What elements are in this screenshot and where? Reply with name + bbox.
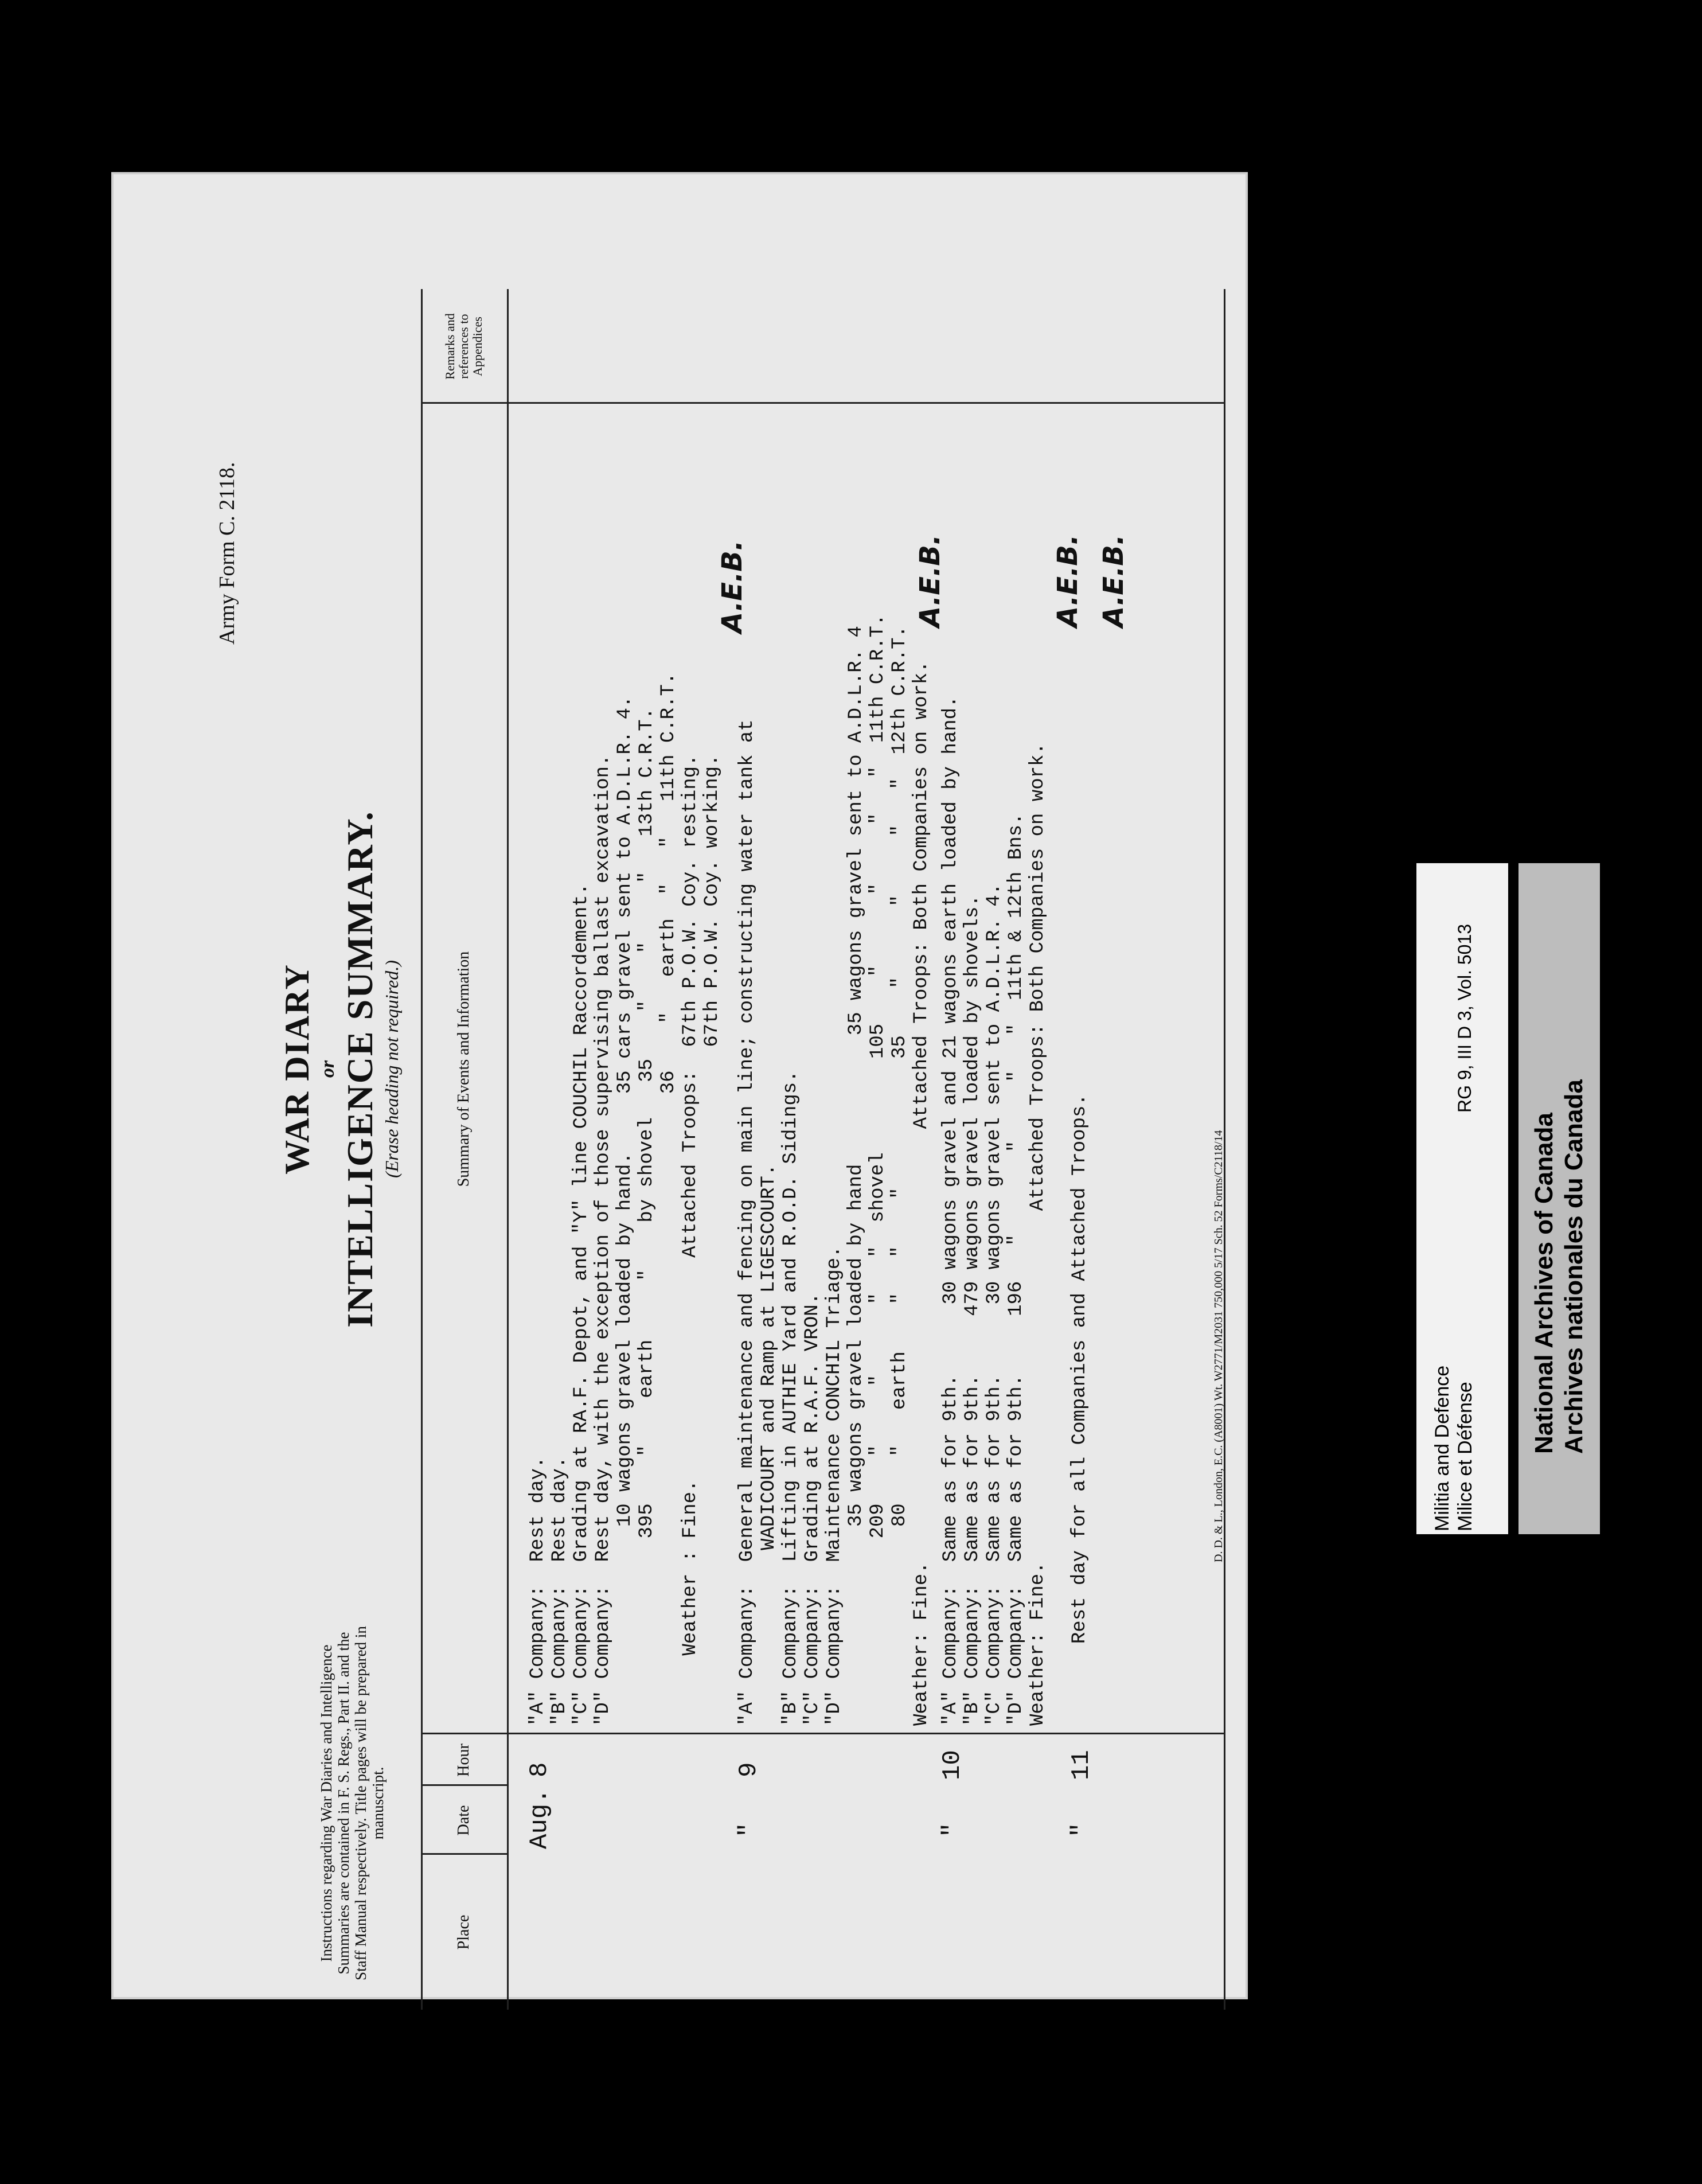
summary-line: 67th P.O.W. Coy. working.: [701, 754, 723, 1726]
entry-9-summary: [736, 614, 932, 1726]
summary-line: "D" Company: Rest day, with the exception of those supervising ballast excavation.: [592, 754, 614, 1726]
summary-line: 36 " earth " " 11th C.R.T.: [658, 672, 680, 1726]
entry-date-ditto: ": [735, 1822, 763, 1838]
summary-line: "B" Company: Lifting in AUTHIE Yard and R.O.D. Sidings.: [780, 1070, 802, 1726]
entry-day-8: 8: [525, 1762, 554, 1777]
summary-line: Weather: Fine. Attached Troops: Both Companies on work.: [911, 661, 932, 1726]
header-rule: [507, 289, 509, 2010]
summary-line: 80 " earth " " " 35 " " " " 12th C.R.T.: [889, 626, 911, 1726]
signature-initials: A.E.B.: [1052, 534, 1084, 627]
war-diary-form: [192, 289, 1258, 2010]
divider-hour-summary: [421, 1733, 1224, 1734]
summary-line: "B" Company: Same as for 9th. 479 wagons gravel loaded by shovels.: [962, 895, 983, 1726]
scanned-page: [111, 172, 1248, 1999]
header-remarks: Remarks and references to Appendices: [443, 313, 485, 380]
summary-line: "A" Company: General maintenance and fencing on main line; constructing water tank at: [736, 719, 758, 1726]
header-summary: Summary of Events and Information: [455, 951, 473, 1187]
summary-line: "B" Company: Rest day.: [549, 1456, 571, 1726]
header-hour: Hour: [455, 1744, 473, 1777]
summary-line: 10 wagons gravel loaded by hand. 35 cars gravel sent to A.D.L.R. 4.: [614, 696, 636, 1726]
entry-date-ditto: ": [1067, 1822, 1096, 1838]
archive-label-reference: RG 9, III D 3, Vol. 5013: [1454, 923, 1475, 1113]
title-erase-note: (Erase heading not required.): [381, 960, 402, 1178]
title-war-diary: WAR DIARY: [278, 964, 316, 1175]
archive-label-archives-nationales: Archives nationales du Canada: [1560, 1079, 1588, 1454]
entry-day-10: 10: [938, 1750, 967, 1780]
instructions-text: Instructions regarding War Diaries and Intelligence Summaries are contained in F. S. Regs., Part II. and the Staff Manual respectively. Title pages will be prepared in manuscript.: [318, 1626, 387, 1980]
summary-line: 209 " " " " shovel 105 " " " " 11th C.R.T.: [867, 614, 889, 1726]
summary-line: 35 wagons gravel loaded by hand 35 wagons gravel sent to A.D.L.R. 4: [845, 626, 867, 1726]
entry-10-summary: [940, 696, 1049, 1726]
printer-footer: D. D. & L., London, E.C. (A8001) Wt. W2771/M2031 750,000 5/17 Sch. 52 Forms/C2118/14: [1212, 1130, 1225, 1562]
army-form-number: Army Form C. 2118.: [215, 462, 239, 645]
signature-initials: A.E.B.: [1098, 534, 1130, 627]
form-title-block: [278, 782, 403, 1356]
header-place: Place: [455, 1914, 473, 1950]
signature-initials: A.E.B.: [914, 534, 946, 627]
entry-date-aug: Aug.: [525, 1788, 554, 1849]
summary-line: "A" Company: Rest day.: [527, 1456, 549, 1726]
summary-line: "C" Company: Grading at RA.F. Depot, and "Y" line COUCHIL Raccordement.: [571, 883, 592, 1726]
summary-line: Rest day for all Companies and Attached Troops.: [1069, 1094, 1091, 1726]
entry-11-summary: [1069, 1094, 1091, 1726]
divider-summary-remarks: [421, 402, 1224, 404]
summary-line: Weather: Fine. Attached Troops: Both Companies on work.: [1027, 743, 1049, 1726]
summary-line: "C" Company: Same as for 9th. 30 wagons gravel sent to A.D.L.R. 4.: [983, 883, 1005, 1726]
entry-8-summary: [527, 673, 723, 1726]
title-intelligence-summary: INTELLIGENCE SUMMARY.: [339, 810, 380, 1328]
archive-label-white-strip: [1416, 863, 1508, 1534]
diary-table: [421, 289, 1224, 2010]
archive-label-milice: Milice et Défense: [1454, 1382, 1476, 1531]
summary-line: 395 " earth " by shovel 35 " " " 13th C.R.T.: [636, 707, 658, 1726]
summary-line: "D" Company: Same as for 9th. 196 " " " " 11th & 12th Bns.: [1005, 813, 1027, 1726]
entry-day-9: 9: [735, 1762, 763, 1777]
archive-label-grey-strip: [1518, 863, 1600, 1534]
summary-line: "C" Company: Grading at R.A.F. VRON.: [802, 1293, 823, 1726]
entry-day-11: 11: [1067, 1750, 1096, 1780]
title-or: or: [317, 1060, 338, 1078]
summary-line: "D" Company: Maintenance CONCHIL Triage.: [823, 1246, 845, 1726]
header-date: Date: [455, 1805, 473, 1836]
summary-line: Weather : Fine. Attached Troops: 67th P.O.W. Coy. resting.: [680, 754, 701, 1726]
archive-label: [1416, 863, 1600, 1534]
signature-initials: A.E.B.: [716, 540, 748, 633]
archive-label-militia: Militia and Defence: [1431, 1365, 1453, 1531]
archive-label-national-archives: National Archives of Canada: [1530, 1113, 1558, 1454]
summary-line: WADICOURT and Ramp at LIGESCOURT.: [758, 1164, 780, 1726]
summary-line: "A" Company: Same as for 9th. 30 wagons gravel and 21 wagons earth loaded by hand.: [940, 696, 962, 1726]
entry-date-ditto: ": [938, 1822, 967, 1838]
